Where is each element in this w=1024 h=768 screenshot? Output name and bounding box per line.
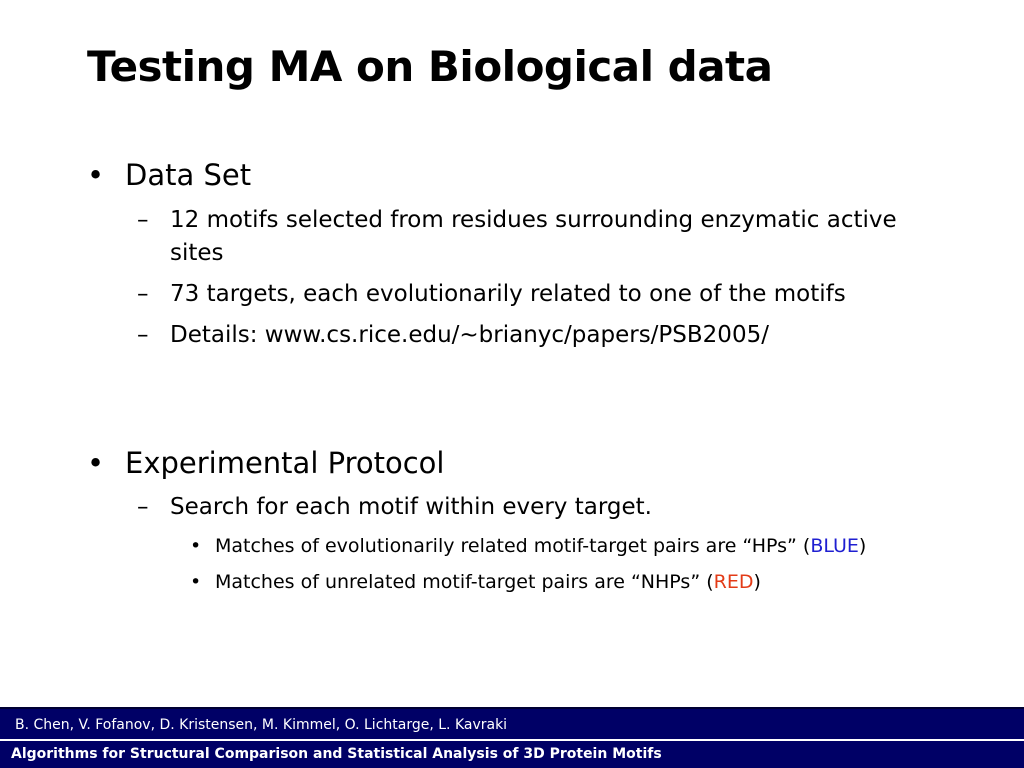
subbullet-text: Details: www.cs.rice.edu/~brianyc/papers/PSB2005/ xyxy=(170,322,769,348)
bullet-marker: • xyxy=(87,158,105,192)
subsubbullet-prefix: Matches of unrelated motif-target pairs are “NHPs” ( xyxy=(215,571,714,593)
small-bullet-marker: • xyxy=(190,535,202,557)
subsubbullet-text xyxy=(215,571,761,593)
footer-title: Algorithms for Structural Comparison and Statistical Analysis of 3D Protein Motifs xyxy=(11,746,662,762)
subsubbullet-text xyxy=(215,535,866,557)
red-highlight: RED xyxy=(713,571,754,593)
slide-title: Testing MA on Biological data xyxy=(87,42,773,91)
dash-marker: – xyxy=(137,207,149,233)
footer-bar xyxy=(0,707,1024,768)
dash-marker: – xyxy=(137,494,149,520)
subbullet-text: 73 targets, each evolutionarily related to one of the motifs xyxy=(170,281,846,307)
footer-divider xyxy=(0,739,1024,741)
bullet-text: Experimental Protocol xyxy=(125,446,445,480)
dash-marker: – xyxy=(137,322,149,348)
blue-highlight: BLUE xyxy=(810,535,859,557)
subsubbullet-suffix: ) xyxy=(858,535,867,557)
bullet-text: Data Set xyxy=(125,158,252,192)
subbullet-text: 12 motifs selected from residues surrounding enzymatic active xyxy=(170,207,897,233)
subbullet-text: Search for each motif within every target. xyxy=(170,494,652,520)
footer-authors: B. Chen, V. Fofanov, D. Kristensen, M. Kimmel, O. Lichtarge, L. Kavraki xyxy=(15,717,508,733)
bullet-marker: • xyxy=(87,446,105,480)
small-bullet-marker: • xyxy=(190,571,202,593)
dash-marker: – xyxy=(137,281,149,307)
subsubbullet-prefix: Matches of evolutionarily related motif-target pairs are “HPs” ( xyxy=(215,535,811,557)
subbullet-text: sites xyxy=(170,240,224,266)
subsubbullet-suffix: ) xyxy=(753,571,761,593)
